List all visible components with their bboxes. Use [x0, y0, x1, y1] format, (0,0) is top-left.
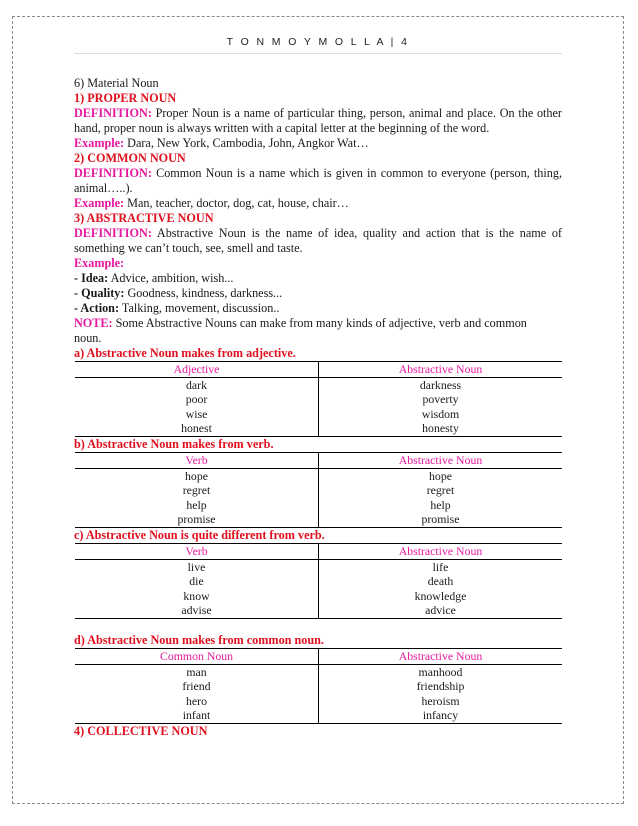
proper-noun-example	[74, 136, 562, 151]
table-verb-different	[75, 543, 562, 619]
example-label: Example:	[74, 136, 125, 150]
table-cell: infant	[75, 708, 319, 723]
table-row	[75, 377, 562, 392]
material-noun-line: 6) Material Noun	[74, 76, 159, 90]
proper-noun-definition	[74, 106, 562, 136]
definition-text: Proper Noun is a name of particular thing, person, animal and place. On the other hand, proper noun is always written with a capital letter at the beginning of the word.	[74, 106, 562, 135]
column-header: Abstractive Noun	[319, 543, 563, 559]
table-cell: man	[75, 664, 319, 679]
table-cell: live	[75, 559, 319, 574]
action-label: - Action:	[74, 301, 120, 315]
table-row	[75, 498, 562, 513]
table-c-heading: c) Abstractive Noun is quite different from verb.	[74, 527, 325, 542]
definition-label: DEFINITION:	[74, 166, 152, 180]
column-header: Abstractive Noun	[319, 362, 563, 378]
table-cell: promise	[421, 512, 460, 527]
definition-text: Common Noun is a name which is given in common to everyone (person, thing, animal…..).	[74, 166, 563, 195]
column-header: Abstractive Noun	[319, 452, 563, 468]
column-header: Common Noun	[75, 648, 319, 664]
table-cell: poverty	[422, 392, 459, 407]
common-noun-definition	[74, 166, 562, 196]
table-row	[75, 679, 562, 694]
table-cell: manhood	[418, 664, 463, 679]
table-cell: honesty	[422, 421, 459, 436]
table-cell: friend	[75, 679, 319, 694]
proper-noun-title: 1) PROPER NOUN	[74, 91, 177, 105]
table-row	[75, 664, 562, 679]
table-cell: poor	[75, 392, 319, 407]
table-cell: heroism	[421, 693, 460, 708]
table-cell: promise	[75, 512, 319, 527]
example-text: Dara, New York, Cambodia, John, Angkor Wat…	[127, 136, 369, 150]
column-header: Abstractive Noun	[319, 648, 563, 664]
table-row	[75, 407, 562, 422]
table-a-heading: a) Abstractive Noun makes from adjective.	[74, 346, 296, 360]
document-body	[74, 76, 562, 739]
table-cell: hope	[75, 468, 319, 483]
quality-label: - Quality:	[74, 286, 125, 300]
note-label: NOTE:	[74, 316, 113, 330]
table-adjective	[75, 361, 562, 437]
definition-label: DEFINITION:	[74, 226, 152, 240]
table-cell: wisdom	[421, 406, 460, 421]
table-cell: know	[75, 589, 319, 604]
table-cell: advice	[425, 603, 456, 618]
idea-label: - Idea:	[74, 271, 109, 285]
table-cell: life	[432, 559, 449, 574]
note-paragraph	[74, 316, 562, 346]
quality-line	[74, 286, 562, 301]
running-header: T O N M O Y M O L L A | 4	[226, 36, 410, 48]
table-d-heading: d) Abstractive Noun makes from common noun.	[74, 632, 324, 647]
idea-text: Advice, ambition, wish...	[110, 271, 234, 285]
table-row	[75, 483, 562, 498]
common-noun-example	[74, 196, 562, 211]
table-cell: regret	[426, 483, 455, 498]
header-rule	[74, 53, 562, 54]
quality-text: Goodness, kindness, darkness...	[127, 286, 283, 300]
table-cell: darkness	[419, 377, 462, 392]
table-cell: friendship	[416, 679, 465, 694]
table-b-heading: b) Abstractive Noun makes from verb.	[74, 436, 274, 451]
table-cell: die	[75, 574, 319, 589]
table-cell: help	[75, 498, 319, 513]
table-row	[75, 468, 562, 483]
table-cell: advise	[75, 603, 319, 618]
note-text: Some Abstractive Nouns can make from many kinds of adjective, verb and common noun.	[74, 316, 527, 345]
table-cell: hero	[75, 694, 319, 709]
table-row	[75, 589, 562, 604]
definition-text: Abstractive Noun is the name of idea, quality and action that is the name of something we can’t touch, see, smell and taste.	[74, 226, 562, 255]
table-row	[75, 694, 562, 709]
table-row	[75, 559, 562, 574]
table-cell: dark	[75, 377, 319, 392]
spacer	[74, 619, 562, 633]
table-header-row	[75, 543, 562, 559]
table-row	[75, 574, 562, 589]
definition-label: DEFINITION:	[74, 106, 152, 120]
table-cell: death	[427, 574, 454, 589]
table-cell: honest	[75, 421, 319, 436]
common-noun-title: 2) COMMON NOUN	[74, 151, 186, 165]
table-common-noun	[75, 648, 562, 724]
table-header-row	[75, 362, 562, 378]
example-text: Man, teacher, doctor, dog, cat, house, chair…	[127, 196, 349, 210]
abstractive-example-label: Example:	[74, 256, 125, 270]
abstractive-noun-definition	[74, 226, 562, 256]
action-line	[74, 301, 562, 316]
table-row	[75, 708, 562, 723]
table-header-row	[75, 648, 562, 664]
table-cell: wise	[75, 407, 319, 422]
table-row	[75, 512, 562, 527]
table-row	[75, 392, 562, 407]
example-label: Example:	[74, 196, 125, 210]
table-row	[75, 603, 562, 618]
table-cell: knowledge	[414, 588, 467, 603]
collective-noun-title: 4) COLLECTIVE NOUN	[74, 723, 208, 738]
abstractive-noun-title: 3) ABSTRACTIVE NOUN	[74, 211, 214, 225]
table-cell: hope	[429, 468, 452, 483]
table-header-row	[75, 452, 562, 468]
column-header: Verb	[75, 452, 319, 468]
table-verb-same	[75, 452, 562, 528]
action-text: Talking, movement, discussion..	[121, 301, 280, 315]
column-header: Adjective	[75, 362, 319, 378]
table-cell: regret	[75, 483, 319, 498]
table-cell: help	[430, 497, 451, 512]
table-row	[75, 421, 562, 436]
idea-line	[74, 271, 562, 286]
column-header: Verb	[75, 543, 319, 559]
table-cell: infancy	[422, 708, 459, 723]
